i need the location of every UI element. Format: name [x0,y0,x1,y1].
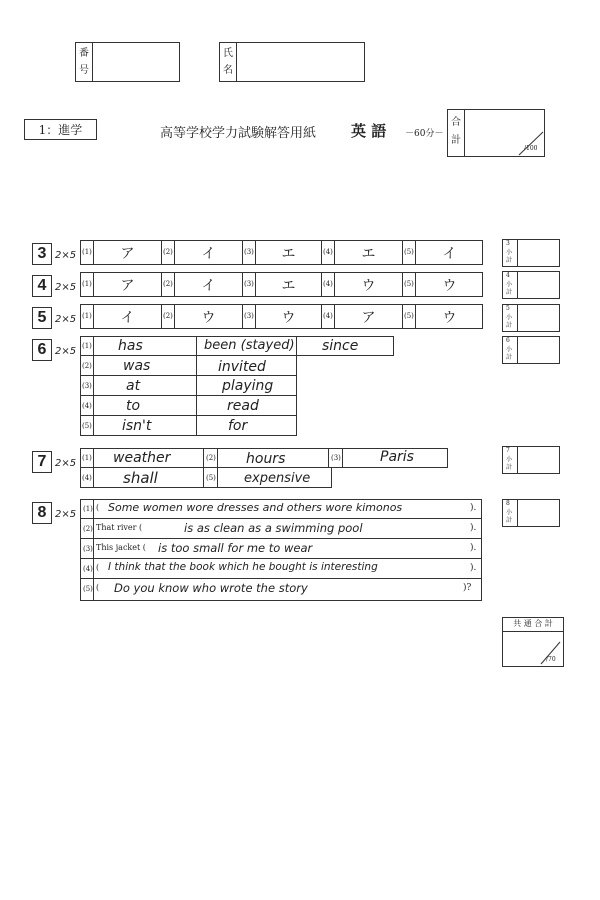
s5-label-4: (4) [323,312,333,320]
s5-label-1: (1) [82,312,92,320]
s3-answer-4: エ [361,246,376,262]
s5-answer-2: ウ [201,310,216,326]
section-8-points: 2×5 [55,509,77,520]
course-label: 1：進学 [38,123,83,137]
s7-label-2: (2) [206,454,216,462]
s8-prefix-2: That river ( [96,523,143,532]
subject-title: 英 語 [351,122,387,140]
s6-answer-2b: invited [218,359,266,375]
s8-prefix-5: ( [96,583,100,592]
s4-answer-5: ウ [442,278,457,294]
s6-label-2: (2) [82,362,92,370]
s8-row-5: (5) ( Do you know who wrote the story )? [83,581,472,595]
s3-answer-3: エ [281,246,296,262]
s5-answer-5: ウ [442,310,457,326]
s6-answer-3a: at [126,378,141,394]
s8-prefix-1: ( [96,503,100,512]
s8-row-1: (1) ( Some women wore dresses and others wore kimonos ). [80,499,482,519]
s3-label-3: (3) [244,248,254,256]
s5-label-5: (5) [404,312,414,320]
s6-answer-1b: been (stayed) [204,338,295,353]
s4-answer-2: イ [201,278,216,294]
s7-label-4: (4) [82,474,92,482]
s6-answer-5a: isn't [122,418,152,434]
student-name-label-2: 名 [223,65,233,76]
section-4-points: 2×5 [55,282,77,293]
s8-answer-3: is too small for me to wear [158,541,313,555]
s5-answer-4: ア [361,310,376,326]
student-number-label-2: 号 [79,65,89,76]
s4-answer-1: ア [120,278,135,294]
section-7-number: 7 [32,451,52,473]
section-8-subtotal: 8 小 計 [502,499,560,527]
section-3-number: 3 [32,243,52,265]
total-slash [515,130,545,157]
section-6-points: 2×5 [55,346,77,357]
s5-label-3: (3) [244,312,254,320]
s4-label-4: (4) [323,280,333,288]
student-name-box [219,42,365,82]
s7-answer-1: weather [113,450,171,466]
s6-label-5: (5) [82,422,92,430]
student-name-label-1: 氏 [223,48,233,59]
section-5-subtotal: 5 小 計 [502,304,560,332]
s7-answer-4: shall [123,469,158,487]
s8-answer-2: is as clean as a swimming pool [184,521,363,535]
s6-answer-1a: has [118,338,143,354]
s5-answer-1: イ [120,310,135,326]
total-label-1: 合 [451,117,461,128]
s5-label-2: (2) [163,312,173,320]
section-8-number: 8 [32,502,52,524]
s6-label-4: (4) [82,402,92,410]
s3-label-5: (5) [404,248,414,256]
section-5-number: 5 [32,307,52,329]
s3-answer-1: ア [120,246,135,262]
s3-label-2: (2) [163,248,173,256]
s6-label-1: (1) [82,342,92,350]
total-max: /100 [524,145,538,152]
section-6-subtotal: 6 小 計 [502,336,560,364]
s4-label-3: (3) [244,280,254,288]
s8-prefix-3: This jacket ( [96,543,146,552]
s4-label-1: (1) [82,280,92,288]
s7-answer-5: expensive [244,471,311,486]
s4-answer-3: エ [281,278,296,294]
s8-row-4: (4) ( I think that the book which he bought is interesting ). [80,559,482,579]
s8-answer-5: Do you know who wrote the story [114,581,308,595]
sheet-title: 高等学校学力試験解答用紙 [160,126,317,141]
s7-answer-2: hours [246,451,286,467]
s3-label-4: (4) [323,248,333,256]
s6-answer-4b: read [227,398,259,414]
s8-prefix-4: ( [96,563,100,572]
s7-label-3: (3) [331,454,341,462]
common-total-label: 共 通 合 計 [513,619,553,628]
s8-answer-1: Some women wore dresses and others wore kimonos [108,501,403,514]
s3-answer-2: イ [201,246,216,262]
s4-answer-4: ウ [361,278,376,294]
s6-answer-1c: since [322,338,359,354]
s8-row-2: (2) That river ( is as clean as a swimming pool ). [80,519,482,539]
s6-answer-4a: to [126,398,141,414]
common-total-max: /70 [546,656,556,663]
s4-label-2: (2) [163,280,173,288]
s7-label-5: (5) [206,474,216,482]
exam-duration: －60分－ [405,129,444,139]
section-3-subtotal: 3 小 計 [502,239,560,267]
s3-label-1: (1) [82,248,92,256]
s5-answer-3: ウ [281,310,296,326]
s8-row-3: (3) This jacket ( is too small for me to wear ). [80,539,482,559]
section-5-points: 2×5 [55,314,77,325]
section-4-subtotal: 4 小 計 [502,271,560,299]
s6-label-3: (3) [82,382,92,390]
section-3-points: 2×5 [55,250,77,261]
student-number-box [75,42,180,82]
section-6-number: 6 [32,339,52,361]
s6-answer-2a: was [123,358,151,374]
s8-answer-4: I think that the book which he bought is interesting [108,561,378,573]
section-4-number: 4 [32,275,52,297]
s6-answer-5b: for [228,418,248,434]
section-7-subtotal: 7 小 計 [502,446,560,474]
section-7-points: 2×5 [55,458,77,469]
s3-answer-5: イ [442,246,457,262]
total-label-2: 計 [451,135,461,146]
s7-answer-3: Paris [380,449,414,465]
student-number-label-1: 番 [79,48,89,59]
s7-label-1: (1) [82,454,92,462]
s4-label-5: (5) [404,280,414,288]
s6-answer-3b: playing [222,378,274,394]
